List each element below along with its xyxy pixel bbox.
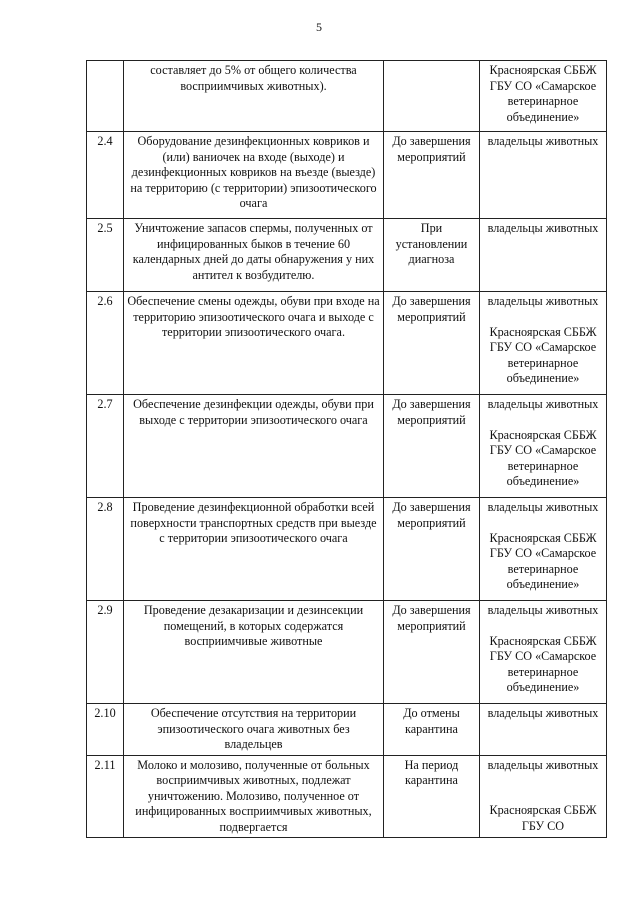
row-number: 2.11 [87, 755, 124, 838]
row-term: При установлении диагноза [384, 219, 480, 292]
row-action: Оборудование дезинфекционных ковриков и (или) ваниочек на входе (выходе) и дезинфекционных ковриков на въезде (выезде) на территорию (с территории) эпизоотического очага [124, 132, 384, 219]
responsible-owners: владельцы животных [487, 603, 599, 617]
row-action: Обеспечение смены одежды, обуви при входе на территорию эпизоотического очага и выходе с территории эпизоотического очага. [124, 292, 384, 395]
row-number: 2.10 [87, 704, 124, 756]
responsible-owners: владельцы животных [487, 294, 599, 308]
row-responsible [480, 395, 607, 498]
row-action: Уничтожение запасов спермы, полученных от инфицированных быков в течение 60 календарных дней до даты обнаружения у них антител к возбудителю. [124, 219, 384, 292]
row-term [384, 61, 480, 132]
row-term: До завершения мероприятий [384, 292, 480, 395]
row-responsible [480, 292, 607, 395]
row-responsible [480, 219, 607, 292]
row-term: До завершения мероприятий [384, 395, 480, 498]
row-action: Проведение дезинфекционной обработки всей поверхности транспортных средств при выезде с территории эпизоотического очага [124, 498, 384, 601]
page-number: 5 [316, 20, 322, 34]
responsible-org: Красноярская СББЖ ГБУ СО «Самарское ветеринарное объединение» [489, 633, 597, 694]
table-row [87, 61, 607, 132]
responsible-owners: владельцы животных [487, 757, 599, 772]
row-action: Обеспечение отсутствия на территории эпизоотического очага животных без владельцев [124, 704, 384, 756]
responsible-owners: владельцы животных [487, 397, 599, 411]
row-number: 2.9 [87, 601, 124, 704]
row-number [87, 61, 124, 132]
row-action: составляет до 5% от общего количества восприимчивых животных). [124, 61, 384, 132]
responsible-org: Красноярская СББЖ ГБУ СО «Самарское ветеринарное объединение» [489, 324, 597, 385]
row-term: До отмены карантина [384, 704, 480, 756]
row-number: 2.6 [87, 292, 124, 395]
row-number: 2.7 [87, 395, 124, 498]
table-row [87, 498, 607, 601]
row-responsible [480, 498, 607, 601]
row-responsible [480, 61, 607, 132]
table-row [87, 755, 607, 838]
row-term: До завершения мероприятий [384, 498, 480, 601]
responsible-owners: владельцы животных [487, 500, 599, 514]
row-term: На период карантина [384, 755, 480, 838]
table-row [87, 219, 607, 292]
table-row [87, 292, 607, 395]
row-responsible [480, 132, 607, 219]
table-row [87, 704, 607, 756]
responsible-org: Красноярская СББЖ ГБУ СО «Самарское ветеринарное объединение» [489, 63, 597, 124]
row-responsible [480, 704, 607, 756]
responsible-owners: владельцы животных [487, 221, 599, 235]
responsible-owners: владельцы животных [487, 134, 599, 148]
row-term: До завершения мероприятий [384, 601, 480, 704]
row-number: 2.8 [87, 498, 124, 601]
row-number: 2.4 [87, 132, 124, 219]
row-action: Молоко и молозиво, полученные от больных восприимчивых животных, подлежат уничтожению. Молозиво, полученное от инфицированных восприимчивых животных, подвергается [124, 755, 384, 838]
responsible-org: Красноярская СББЖ ГБУ СО «Самарское ветеринарное объединение» [489, 427, 597, 488]
row-action: Обеспечение дезинфекции одежды, обуви при выходе с территории эпизоотического очага [124, 395, 384, 498]
row-term: До завершения мероприятий [384, 132, 480, 219]
table-row [87, 132, 607, 219]
row-action: Проведение дезакаризации и дезинсекции помещений, в которых содержатся восприимчивые животные [124, 601, 384, 704]
responsible-owners: владельцы животных [487, 706, 599, 720]
measures-table [86, 60, 607, 838]
table-row [87, 601, 607, 704]
row-responsible [480, 601, 607, 704]
responsible-org: Красноярская СББЖ ГБУ СО [489, 803, 597, 833]
responsible-org: Красноярская СББЖ ГБУ СО «Самарское ветеринарное объединение» [489, 530, 597, 591]
row-responsible [480, 755, 607, 838]
table-row [87, 395, 607, 498]
row-number: 2.5 [87, 219, 124, 292]
